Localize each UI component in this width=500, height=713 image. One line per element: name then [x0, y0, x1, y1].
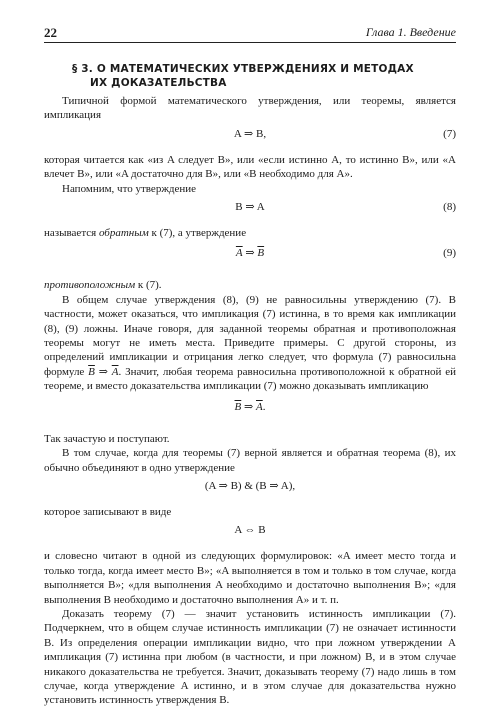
emphasis: противоположным — [44, 279, 136, 292]
page-number: 22 — [44, 25, 57, 40]
equation-number: (7) — [443, 127, 456, 140]
text-run: к (7), а утверждение — [148, 227, 247, 240]
section-heading-line1: § 3. О МАТЕМАТИЧЕСКИХ УТВЕРЖДЕНИЯХ И МЕТОДАХ — [72, 63, 414, 75]
body-text — [44, 94, 456, 708]
formula-text: A ⇒ B, — [233, 127, 267, 140]
formula-7 — [44, 127, 456, 149]
negated-a: $\overline{A}$ — [235, 247, 243, 260]
text-run: к (7). — [135, 279, 162, 292]
negated-a: $\overline{A}$ — [111, 365, 119, 378]
paragraph: которая читается как «из A следует B», или «если истинно A, то истинно B», или «A влечет B», или «A достаточно для B», или «B необходимо для A». — [44, 153, 456, 181]
paragraph: В том случае, когда для теоремы (7) верной является и обратная теорема (8), их обычно объединяют в одно утверждение — [44, 447, 456, 474]
formula-text: B ⇒ A — [235, 201, 265, 214]
implies-symbol: ⇒ — [94, 365, 112, 378]
implies-symbol: ⇒ — [242, 247, 258, 260]
negated-b: $\overline{B}$ — [88, 365, 95, 378]
formula-equivalence — [44, 523, 456, 545]
formula-contrapositive — [44, 400, 456, 426]
paragraph: Напомним, что утверждение — [62, 182, 197, 195]
paragraph: которое записывают в виде — [44, 505, 172, 518]
page-header — [44, 22, 456, 43]
paragraph: Доказать теорему (7) — значит установить истинность импликации (7). Подчеркнем, что в общем случае истинность импликации (7) не означает истинности B. Из определения операции импликации видно, что при ложном утверждении A импликация (7) истинна при любом (в частности, и при ложном) B, и в этом случае никакого доказательства не требуется. Значит, доказывать теорему (7) надо лишь в том случае, когда утверждение A истинно, и в этом случае для доказательства нужно установить истинность утверждения B. — [44, 607, 456, 707]
negated-b: $\overline{B}$ — [234, 400, 242, 413]
negated-a: $\overline{A}$ — [255, 400, 263, 413]
paragraph: и словесно читают в одной из следующих формулировок: «A имеет место тогда и только тогда, когда имеет место B»; «A выполняется в том и только в том случае, когда выполняется B»; «для выполнения A необходимо и достаточно выполнения B»; «для выполнения B необходимо и достаточно выполнения A» и т. п. — [44, 550, 456, 606]
paragraph: Типичной формой математического утверждения, или теоремы, является импликация — [44, 95, 456, 122]
formula-8 — [44, 200, 456, 222]
negated-b: $\overline{B}$ — [257, 247, 265, 260]
equation-number: (8) — [443, 201, 456, 214]
formula-text: A ⇔ B — [234, 524, 266, 537]
formula-text: (A ⇒ B) & (B ⇒ A), — [204, 479, 296, 492]
text-run: . Значит, любая теорема равносильна противоположной к обратной ей теореме, и вместо доказательства импликации (7) можно доказывать импликацию — [44, 365, 456, 393]
paragraph: Так зачастую и поступают. — [44, 432, 170, 445]
text-run: В общем случае утверждения (8), (9) не равносильны утверждению (7). В частности, может оказаться, что импликация (7) истинна, в то время как импликации (8), (9) ложны. Иначе говоря, для заданной теоремы обратная и противоположная теоремы могут не иметь места. Приведите примеры. С другой стороны, из определений импликации и отрицания легко следует, что формула (7) равносильна формуле — [44, 293, 456, 378]
text-run: называется — [44, 227, 99, 240]
chapter-title: Глава 1. Введение — [365, 25, 456, 39]
period: . — [262, 400, 266, 413]
paragraph — [44, 226, 456, 240]
formula-conjunction — [44, 479, 456, 501]
emphasis: обратным — [98, 227, 149, 240]
paragraph — [44, 293, 456, 394]
section-heading-line2: ИХ ДОКАЗАТЕЛЬСТВА — [90, 77, 227, 89]
section-heading — [72, 62, 432, 90]
formula-text — [235, 400, 266, 414]
equation-number: (9) — [443, 247, 456, 260]
implies-symbol: ⇒ — [241, 400, 256, 413]
formula-9 — [44, 246, 456, 272]
formula-text — [236, 246, 264, 260]
paragraph — [44, 278, 456, 292]
